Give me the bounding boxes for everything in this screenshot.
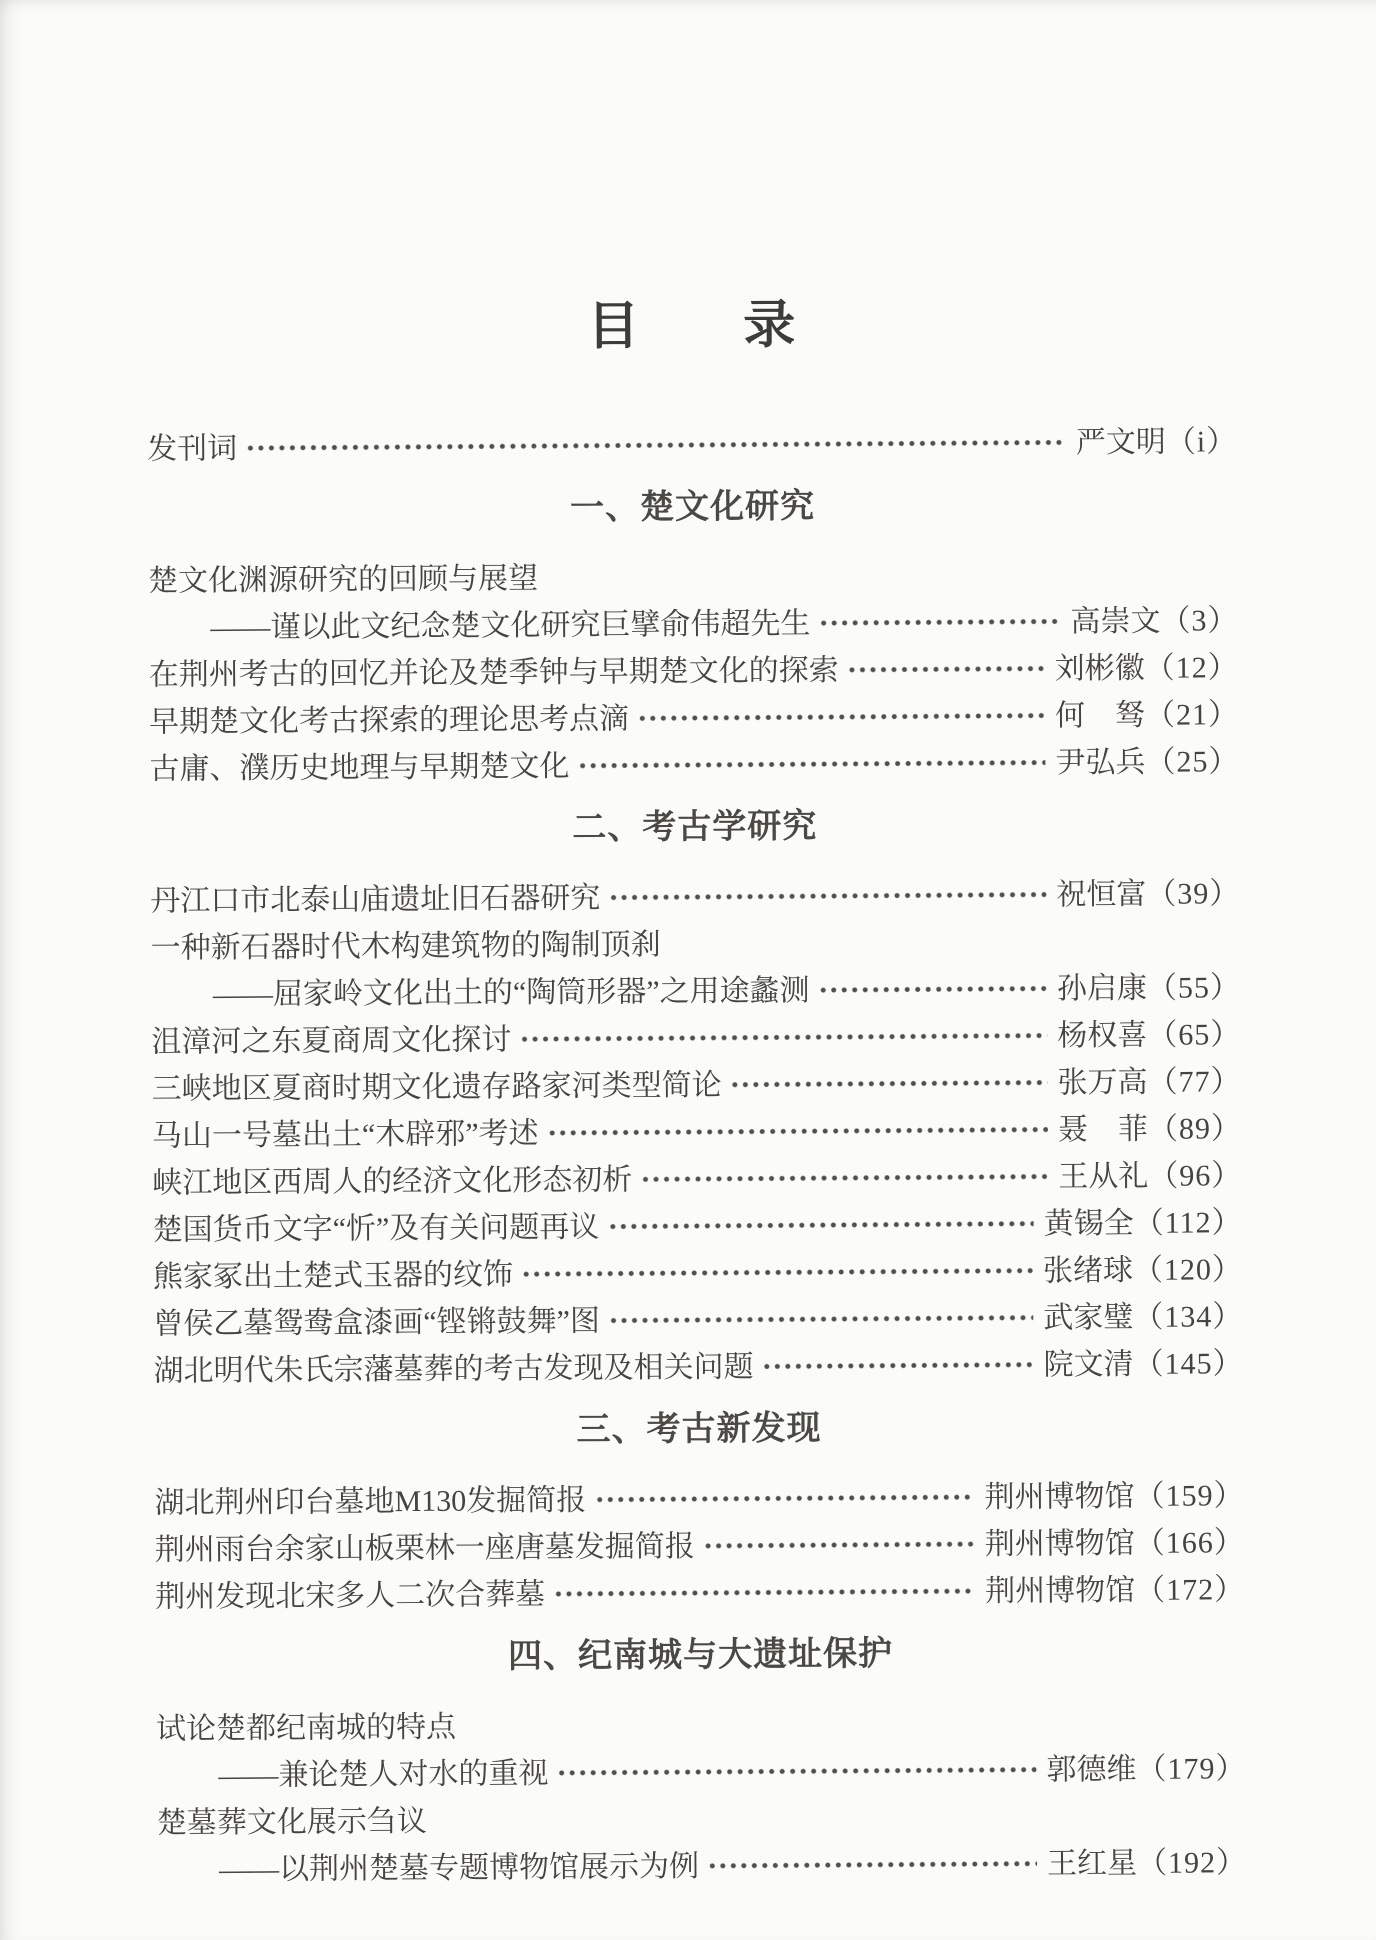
entry-author-page [1054, 1103, 1242, 1148]
entry-line-main [154, 1468, 1244, 1523]
entry-author: 院文清 [1043, 1347, 1134, 1382]
entry-page: （134） [1133, 1299, 1244, 1334]
entry-line-sub [148, 593, 1238, 648]
toc-entry [151, 1054, 1241, 1109]
entry-title: 马山一号墓出土“木辟邪”考述 [151, 1116, 539, 1153]
entry-author-page [1043, 1837, 1247, 1882]
section-heading: 三、考古新发现 [576, 1409, 822, 1449]
dot-leader [818, 617, 1060, 627]
entry-title: 古庸、濮历史地理与早期楚文化 [149, 749, 570, 786]
toc-entry [147, 414, 1237, 469]
entry-title: 在荆州考古的回忆并论及楚季钟与早期楚文化的探索 [148, 653, 839, 692]
entry-line-main [155, 1515, 1245, 1570]
dot-leader [521, 1266, 1033, 1278]
dot-leader [818, 984, 1047, 994]
section-heading: 一、楚文化研究 [569, 487, 816, 527]
entry-author-page [1042, 1743, 1246, 1788]
dot-leader [730, 1078, 1048, 1088]
dot-leader [547, 1125, 1048, 1136]
entry-author-page [1054, 1150, 1242, 1195]
entry-author-page [1039, 1291, 1243, 1336]
dot-leader [594, 1493, 974, 1504]
entry-line-main [149, 734, 1239, 789]
entry-title: 一种新石器时代木构建筑物的陶制顶刹 [150, 927, 661, 965]
entry-page: （145） [1133, 1346, 1244, 1381]
entry-subtitle: ——屈家岭文化出土的“陶筒形器”之用途蠡测 [212, 973, 810, 1011]
entry-author: 王从礼 [1058, 1159, 1149, 1193]
entry-page: （120） [1132, 1252, 1244, 1287]
entry-author: 祝恒富 [1056, 877, 1147, 911]
entry-author: 郭德维 [1046, 1752, 1137, 1787]
entry-page: （166） [1134, 1525, 1245, 1560]
entry-page: （12） [1144, 650, 1239, 685]
entry-author-page [1053, 1009, 1241, 1054]
entry-line-main [148, 546, 1238, 601]
entry-page: （21） [1144, 697, 1240, 732]
dot-leader [607, 1219, 1034, 1230]
dot-leader [577, 758, 1045, 769]
dot-leader [703, 1540, 975, 1550]
entry-author: 张万高 [1057, 1065, 1148, 1099]
entry-author: 何 驽 [1054, 698, 1146, 732]
entry-line-sub [156, 1741, 1246, 1796]
entry-author: 荆州博物馆 [984, 1526, 1135, 1561]
dot-leader [556, 1765, 1036, 1776]
entry-author: 高崇文 [1070, 604, 1161, 638]
toc-entry [153, 1336, 1243, 1391]
toc-entry [150, 866, 1240, 921]
entry-line-main [152, 1195, 1242, 1250]
toc-entry [153, 1242, 1243, 1297]
entry-title: 曾侯乙墓鸳鸯盒漆画“铿锵鼓舞”图 [153, 1304, 601, 1341]
entry-page: （77） [1147, 1064, 1242, 1099]
entry-subtitle: ——谨以此文纪念楚文化研究巨擘俞伟超先生 [210, 606, 811, 644]
entry-author-page [1053, 962, 1241, 1007]
dot-leader [637, 711, 1045, 722]
entry-author-page [1072, 416, 1238, 461]
entry-author: 荆州博物馆 [984, 1479, 1135, 1514]
entry-line-main [155, 1562, 1245, 1617]
section-heading: 二、考古学研究 [572, 807, 818, 847]
entry-title: 湖北明代朱氏宗藩墓葬的考古发现及相关问题 [153, 1350, 754, 1388]
entry-subtitle: ——以荆州楚墓专题博物馆展示为例 [218, 1849, 700, 1886]
entry-line-sub [157, 1835, 1247, 1890]
entry-title: 三峡地区夏商时期文化遗存路家河类型简论 [151, 1068, 722, 1106]
entry-author-page [1039, 1338, 1243, 1383]
entry-page: （i） [1165, 424, 1238, 459]
entry-line-main [152, 1101, 1242, 1156]
dot-leader [553, 1587, 975, 1598]
entry-title: 试论楚都纪南城的特点 [155, 1710, 457, 1746]
entry-page: （112） [1133, 1205, 1243, 1240]
entry-page: （25） [1145, 744, 1240, 779]
entry-author: 孙启康 [1056, 971, 1148, 1005]
entry-author-page [1052, 868, 1240, 913]
toc-entry [155, 1562, 1245, 1617]
entry-author: 武家璧 [1043, 1300, 1134, 1335]
entry-author: 王红星 [1046, 1846, 1138, 1881]
toc-entry [150, 913, 1241, 1015]
dot-leader [245, 438, 1066, 452]
entry-page: （159） [1134, 1478, 1245, 1513]
toc-entry [157, 1788, 1248, 1890]
entry-author: 张绪球 [1042, 1253, 1134, 1288]
toc-entry [155, 1515, 1245, 1570]
entry-subtitle: ——兼论楚人对水的重视 [218, 1756, 549, 1792]
entry-author: 黄锡全 [1043, 1206, 1134, 1241]
toc-entry [149, 640, 1239, 695]
entry-title: 早期楚文化考古探索的理论思考点滴 [148, 701, 630, 739]
entry-line-main [150, 913, 1240, 968]
entry-page: （39） [1146, 876, 1241, 911]
entry-line-main [149, 687, 1239, 742]
entry-page: （179） [1136, 1751, 1247, 1786]
entry-page: （65） [1147, 1017, 1242, 1052]
entry-title: 楚国货币文字“忻”及有关问题再议 [152, 1210, 600, 1247]
entry-author: 聂 菲 [1057, 1112, 1149, 1146]
entry-author-page [1066, 595, 1238, 640]
entry-author-page [1040, 1197, 1243, 1242]
entry-author: 杨权喜 [1057, 1018, 1148, 1052]
entry-line-main [157, 1788, 1247, 1843]
entry-author-page [980, 1470, 1244, 1516]
entry-page: （55） [1146, 970, 1242, 1005]
entry-author-page [981, 1517, 1245, 1563]
entry-line-main [150, 866, 1240, 921]
entry-line-main [149, 640, 1239, 695]
entry-title: 丹江口市北泰山庙遗址旧石器研究 [150, 881, 601, 918]
entry-title: 发刊词 [147, 431, 238, 466]
entry-title: 湖北荆州印台墓地M130发掘简报 [154, 1483, 587, 1520]
toc-entry [154, 1468, 1244, 1523]
toc-entry [149, 734, 1239, 789]
toc-content [144, 0, 1247, 1890]
toc-entry [149, 687, 1239, 742]
toc-entry [152, 1101, 1242, 1156]
toc-entry [153, 1289, 1243, 1344]
entry-title: 峡江地区西周人的经济文化形态初析 [152, 1162, 633, 1200]
entry-title: 荆州雨台余家山板栗林一座唐墓发掘简报 [154, 1529, 695, 1567]
toc-entry [152, 1195, 1242, 1250]
dot-leader [847, 664, 1045, 673]
entry-title: 荆州发现北宋多人二次合葬墓 [155, 1577, 546, 1614]
dot-leader [640, 1172, 1048, 1183]
entry-author: 刘彬徽 [1054, 651, 1145, 685]
entry-page: （192） [1136, 1845, 1248, 1880]
entry-author-page [1051, 689, 1239, 734]
entry-line-main [153, 1242, 1243, 1297]
toc-list [147, 414, 1247, 1890]
entry-author: 尹弘兵 [1055, 745, 1146, 779]
dot-leader [762, 1360, 1034, 1370]
dot-leader [608, 890, 1046, 901]
entry-author-page [1051, 642, 1239, 687]
entry-author-page [981, 1564, 1245, 1610]
entry-line-main [153, 1336, 1243, 1391]
section-heading: 四、纪南城与大遗址保护 [507, 1634, 894, 1676]
entry-page: （3） [1160, 603, 1239, 638]
entry-title: 沮漳河之东夏商周文化探讨 [151, 1022, 512, 1059]
toc-entry [156, 1694, 1247, 1796]
entry-line-main [153, 1289, 1243, 1344]
toc-entry [148, 546, 1239, 648]
entry-page: （96） [1148, 1158, 1243, 1193]
entry-author: 荆州博物馆 [985, 1573, 1136, 1608]
entry-line-sub [151, 960, 1241, 1015]
entry-author-page [1039, 1244, 1243, 1289]
entry-author: 严文明 [1075, 425, 1166, 459]
toc-entry [152, 1148, 1242, 1203]
toc-entry [151, 1007, 1241, 1062]
entry-line-main [151, 1054, 1241, 1109]
dot-leader [707, 1859, 1037, 1869]
entry-page: （172） [1135, 1572, 1246, 1607]
dot-leader [608, 1313, 1033, 1324]
entry-title: 楚文化渊源研究的回顾与展望 [147, 561, 539, 598]
entry-line-main [152, 1148, 1242, 1203]
dot-leader [519, 1031, 1047, 1043]
entry-line-main [147, 414, 1237, 469]
entry-title: 楚墓葬文化展示刍议 [156, 1804, 427, 1840]
entry-author-page [1053, 1056, 1241, 1101]
page-title: 目 录 [587, 297, 796, 356]
entry-page: （89） [1147, 1111, 1243, 1146]
entry-title: 熊家冢出土楚式玉器的纹饰 [152, 1257, 514, 1294]
entry-line-main [156, 1694, 1246, 1749]
entry-author-page [1051, 736, 1239, 781]
entry-line-main [151, 1007, 1241, 1062]
